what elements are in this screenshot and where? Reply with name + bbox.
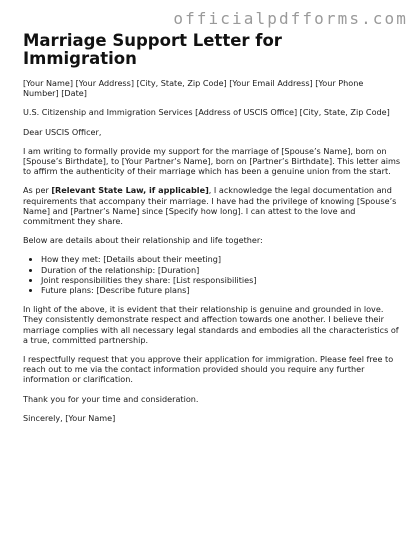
letter-title: Marriage Support Letter for Immigration xyxy=(23,31,282,68)
paragraph-request: I respectfully request that you approve their application for immigration. Please feel free to reach out to me via the contact information provided should you require any further information or clarification. xyxy=(23,354,394,385)
salutation: Dear USCIS Officer, xyxy=(23,126,102,137)
closing-signature: Sincerely, [Your Name] xyxy=(23,412,116,423)
paragraph-legal xyxy=(23,185,401,226)
paragraph-support: I am writing to formally provide my support for the marriage of [Spouse’s Name], born on [Spouse’s Birthdate], to [Your Partner’s Name], born on [Partner’s Birthdate]. This letter aims to affirm the authenticity of their marriage which has been a genuine union from the start. xyxy=(23,145,401,177)
list-item: • Future plans: [Describe future plans] xyxy=(41,285,401,295)
paragraph-genuine: In light of the above, it is evident that their relationship is genuine and grounded in love. They consistently demonstrate respect and affection towards one another. I believe their marriage complies with all necessary legal standards and embodies all the characteristics of a true, committed partnership. xyxy=(23,304,399,345)
list-item: • How they met: [Details about their meeting] xyxy=(41,254,401,264)
paragraph-legal-rest: , I acknowledge the legal documentation and requirements that accompany their marriage. I have had the privilege of knowing [Spouse’s Name] and [Partner’s Name] since [Specify how long]. I can attest to the love and commitment they share. xyxy=(23,185,397,227)
sender-block: [Your Name] [Your Address] [City, State, Zip Code] [Your Email Address] [Your Phone Number] [Date] xyxy=(23,78,364,99)
list-item: • Joint responsibilities they share: [List responsibilities] xyxy=(41,275,401,285)
recipient-block: U.S. Citizenship and Immigration Services [Address of USCIS Office] [City, State, Zip Code] xyxy=(23,107,390,118)
paragraph-thanks: Thank you for your time and consideration. xyxy=(23,393,199,404)
paragraph-legal-lead: As per xyxy=(23,185,52,196)
state-law-placeholder: [Relevant State Law, if applicable] xyxy=(51,185,209,196)
watermark-logo: officialpdfforms.com xyxy=(173,9,408,28)
list-item: • Duration of the relationship: [Duration] xyxy=(41,265,401,275)
list-intro: Below are details about their relationship and life together: xyxy=(23,235,263,246)
letter-page xyxy=(23,32,401,432)
details-list xyxy=(23,254,401,295)
